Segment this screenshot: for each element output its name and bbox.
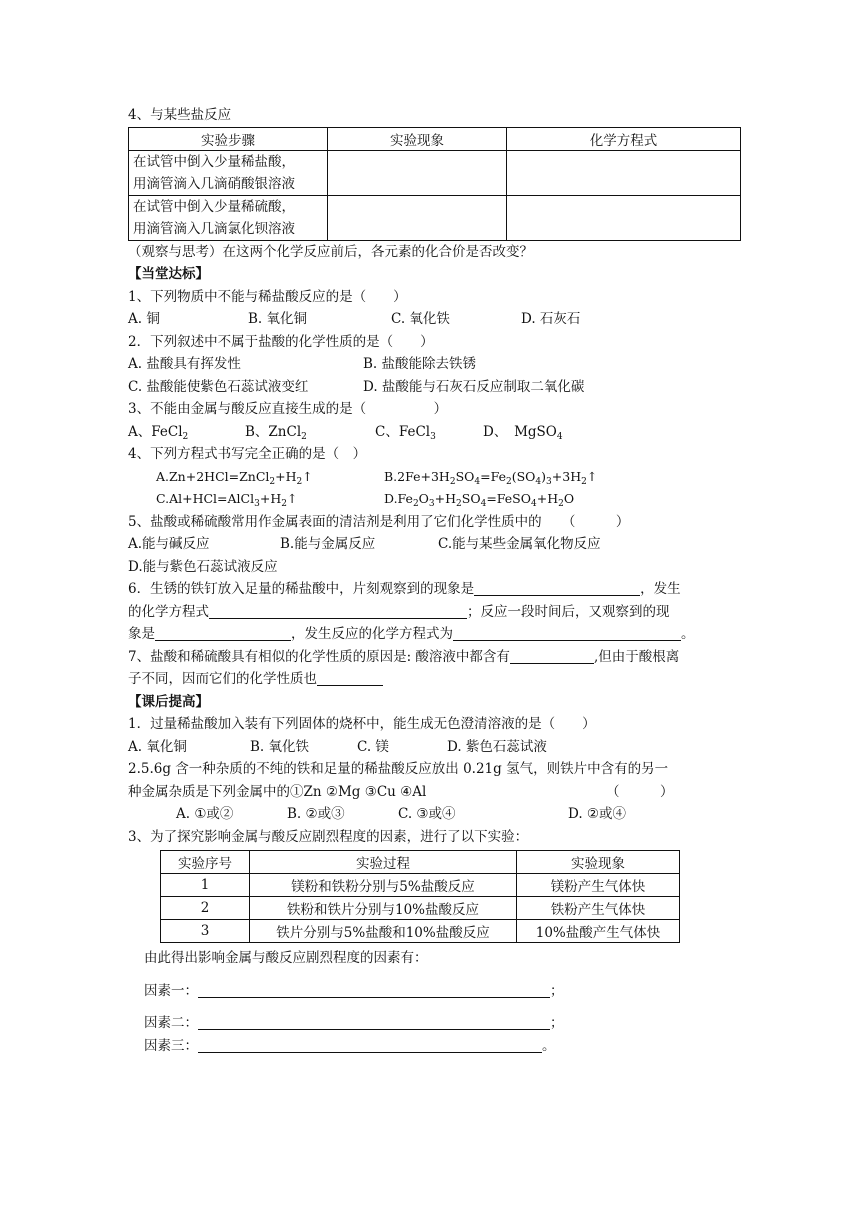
cell-process: 镁粉和铁粉分别与5%盐酸反应 <box>250 874 517 897</box>
factor-two-line <box>128 1012 748 1035</box>
text: ； <box>550 982 564 999</box>
options-row <box>128 376 748 399</box>
question-6-line3 <box>128 623 748 646</box>
option-c[interactable]: C. 镁 <box>357 738 389 755</box>
factor-label: 因素一： <box>144 982 198 999</box>
cell-no: 1 <box>161 874 250 897</box>
question-stem: 1．过量稀盐酸加入装有下列固体的烧杯中，能生成无色澄清溶液的是（ ） <box>128 716 596 732</box>
option-b[interactable]: B.2Fe+3H2SO4=Fe2(SO4)3+3H2↑ <box>384 468 598 487</box>
question-6-line2 <box>128 601 748 624</box>
option-b[interactable]: B. 盐酸能除去铁锈 <box>363 356 477 372</box>
table-row <box>129 150 741 195</box>
table-header-row <box>129 127 741 150</box>
option-a[interactable]: A.Zn+2HCl=ZnCl2+H2↑ <box>156 468 313 487</box>
step-cell <box>129 195 328 240</box>
option-a[interactable]: A. 盐酸具有挥发性 <box>128 356 241 372</box>
header-phenomenon: 实验现象 <box>328 127 507 150</box>
option-d[interactable]: D. 紫色石蕊试液 <box>447 738 547 755</box>
option-d[interactable]: D. 石灰石 <box>521 311 581 327</box>
answer-paren[interactable]: （ ） <box>606 783 674 800</box>
factor-label: 因素二： <box>144 1015 198 1031</box>
text: 子不同，因而它们的化学性质也 <box>128 671 317 687</box>
section-heading: 【当堂达标】 <box>128 266 209 282</box>
option-b[interactable]: B. 氧化铁 <box>250 738 310 755</box>
answer-blank[interactable] <box>198 1038 542 1053</box>
header-equation: 化学方程式 <box>507 127 741 150</box>
answer-blank[interactable] <box>198 983 550 998</box>
step-line: 在试管中倒入少量稀盐酸， <box>133 153 295 170</box>
text: ，发生反应的化学方程式为 <box>291 626 453 642</box>
question-6-line1 <box>128 578 748 601</box>
text: ，发生 <box>640 581 681 597</box>
options-row <box>128 308 748 331</box>
salt-reaction-table <box>128 127 741 241</box>
option-a[interactable]: A. 氧化铜 <box>128 738 187 755</box>
option-b[interactable]: B. 氧化铜 <box>248 311 308 327</box>
text: 6．生锈的铁钉放入足量的稀盐酸中，片刻观察到的现象是 <box>128 581 475 597</box>
option-d[interactable]: D. ②或④ <box>568 806 627 822</box>
cell-process: 铁粉和铁片分别与10%盐酸反应 <box>250 897 517 920</box>
question-7-line2 <box>128 668 748 691</box>
answer-blank[interactable] <box>453 626 681 641</box>
question-stem: 2.5.6g 含一种杂质的不纯的铁和足量的稀盐酸反应放出 0.21g 氢气，则铁片中含有的另一 <box>128 761 669 777</box>
question-stem: 1、下列物质中不能与稀盐酸反应的是（ ） <box>128 288 407 305</box>
header-process: 实验过程 <box>250 851 517 874</box>
answer-blank[interactable] <box>510 649 594 664</box>
question-7-line1 <box>128 646 748 669</box>
header-result: 实验现象 <box>517 851 680 874</box>
option-a[interactable]: A、FeCl2 <box>128 423 189 442</box>
equation-cell[interactable] <box>507 195 741 240</box>
text: ,但由于酸根离 <box>593 648 680 665</box>
option-d[interactable]: D.Fe2O3+H2SO4=FeSO4+H2O <box>384 491 575 509</box>
option-c[interactable]: C.能与某些金属氧化物反应 <box>438 536 601 552</box>
equation-cell[interactable] <box>507 150 741 195</box>
option-a[interactable]: A. 铜 <box>128 311 160 327</box>
conclusion-text: 由此得出影响金属与酸反应剧烈程度的因素有： <box>144 950 428 966</box>
step-line: 用滴管滴入几滴硝酸银溶液 <box>133 175 295 192</box>
question-stem: 2．下列叙述中不属于盐酸的化学性质的是（ ） <box>128 333 434 350</box>
section4-title: 4、与某些盐反应 <box>128 107 232 123</box>
step-line: 在试管中倒入少量稀硫酸， <box>133 198 295 215</box>
text: 。 <box>542 1037 556 1054</box>
cell-result: 10%盐酸产生气体快 <box>517 920 680 943</box>
question-stem <box>128 781 748 804</box>
text: 7、盐酸和稀硫酸具有相似的化学性质的原因是: 酸溶液中都含有 <box>128 648 510 665</box>
options-row <box>128 466 748 489</box>
answer-blank[interactable] <box>317 671 383 686</box>
phenomenon-cell[interactable] <box>328 195 507 240</box>
text: 的化学方程式 <box>128 603 209 620</box>
option-d[interactable]: D、 MgSO4 <box>483 423 563 442</box>
table-row <box>161 874 680 897</box>
text: 象是 <box>128 626 155 642</box>
option-c[interactable]: C.Al+HCl=AlCl3+H2↑ <box>156 491 298 509</box>
question-stem: 3、为了探究影响金属与酸反应剧烈程度的因素，进行了以下实验： <box>128 828 529 845</box>
option-c[interactable]: C、FeCl3 <box>375 423 436 442</box>
observe-think: （观察与思考）在这两个化学反应前后，各元素的化合价是否改变？ <box>128 243 533 260</box>
header-steps: 实验步骤 <box>129 127 328 150</box>
question-stem: 4、下列方程式书写完全正确的是（ ） <box>128 446 367 462</box>
cell-result: 镁粉产生气体快 <box>517 874 680 897</box>
option-b[interactable]: B.能与金属反应 <box>280 536 376 552</box>
option-c[interactable]: C. 盐酸能使紫色石蕊试液变红 <box>128 378 309 395</box>
table-header-row <box>161 851 680 874</box>
table-row <box>161 897 680 920</box>
question-stem: 3、不能由金属与酸反应直接生成的是（ ） <box>128 401 448 417</box>
cell-result: 铁粉产生气体快 <box>517 897 680 920</box>
options-row <box>128 353 748 376</box>
cell-no: 2 <box>161 897 250 920</box>
option-c[interactable]: C. ③或④ <box>398 806 456 822</box>
option-b[interactable]: B. ②或③ <box>287 806 345 822</box>
factor-three-line <box>128 1035 748 1058</box>
text: ； <box>550 1015 564 1031</box>
table-row <box>161 920 680 943</box>
answer-blank[interactable] <box>155 626 291 641</box>
phenomenon-cell[interactable] <box>328 150 507 195</box>
option-b[interactable]: B、ZnCl2 <box>245 423 307 442</box>
step-line: 用滴管滴入几滴氯化钡溶液 <box>133 220 295 237</box>
factor-one-line <box>128 980 748 1003</box>
factor-label: 因素三： <box>144 1037 198 1054</box>
options-row <box>128 421 748 444</box>
header-no: 实验序号 <box>161 851 250 874</box>
answer-blank[interactable] <box>209 604 467 619</box>
option-a[interactable]: A.能与碱反应 <box>128 536 210 552</box>
answer-blank[interactable] <box>198 1015 550 1030</box>
options-row <box>128 488 748 511</box>
step-cell <box>129 150 328 195</box>
cell-no: 3 <box>161 920 250 943</box>
text: 种金属杂质是下列金属中的①Zn ②Mg ③Cu ④Al <box>128 783 427 800</box>
options-row <box>128 736 748 759</box>
section-heading: 【课后提高】 <box>128 693 209 710</box>
table-row <box>129 195 741 240</box>
text: ；反应一段时间后，又观察到的现 <box>467 603 670 620</box>
answer-blank[interactable] <box>474 581 640 596</box>
options-row <box>128 533 748 556</box>
option-d[interactable]: D.能与紫色石蕊试液反应 <box>128 558 278 575</box>
worksheet-page <box>128 104 748 1057</box>
option-c[interactable]: C. 氧化铁 <box>391 311 450 327</box>
option-a[interactable]: A. ①或② <box>176 806 234 822</box>
experiment-table <box>160 850 680 943</box>
cell-process: 铁片分别与5%盐酸和10%盐酸反应 <box>250 920 517 943</box>
options-row <box>128 803 748 826</box>
text: 。 <box>681 626 695 642</box>
question-stem: 5、盐酸或稀硫酸常用作金属表面的清洁剂是利用了它们化学性质中的 （ ） <box>128 513 630 530</box>
option-d[interactable]: D. 盐酸能与石灰石反应制取二氧化碳 <box>363 378 585 395</box>
